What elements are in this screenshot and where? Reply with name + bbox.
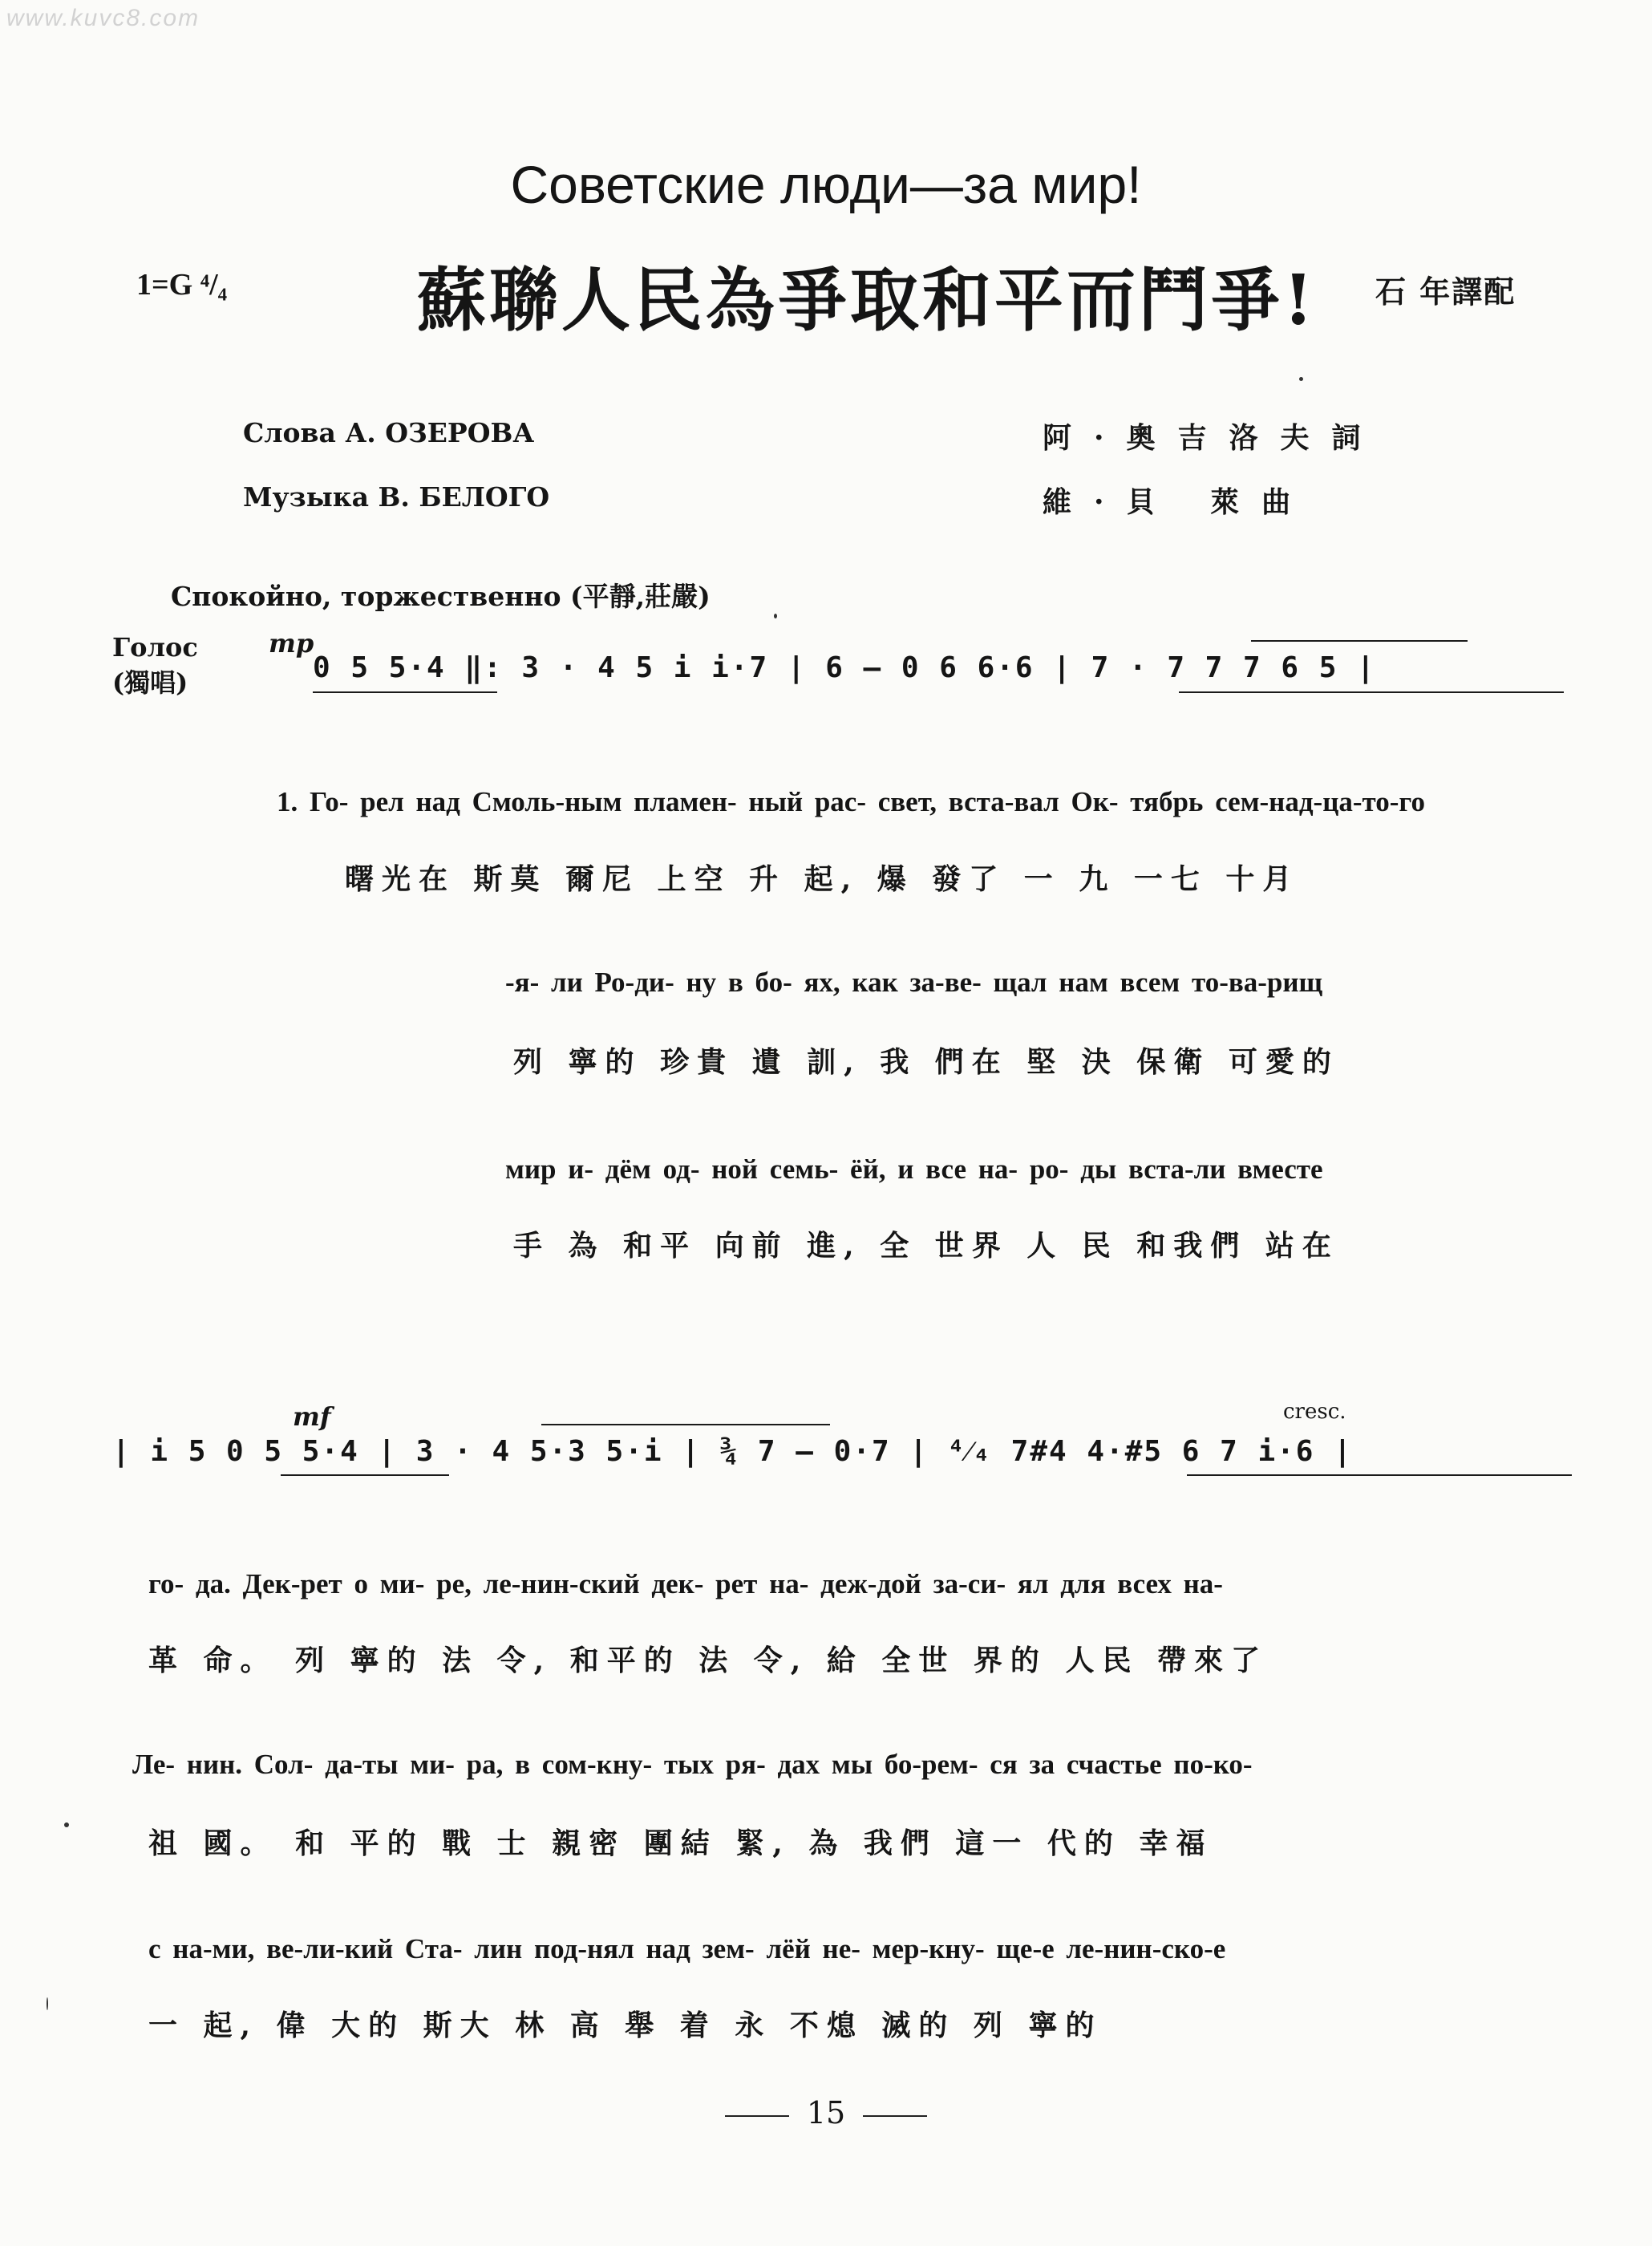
- verse-3-zh: 手 為 和平 向前 進, 全 世界 人 民 和我們 站在: [513, 1229, 1339, 1263]
- translator-credit: 石 年譯配: [1375, 274, 1516, 310]
- voice-label-zh: (獨唱): [112, 667, 188, 698]
- watermark: www.kuvc8.com: [6, 5, 200, 31]
- beam-line: [1179, 691, 1564, 693]
- tie-line: [1251, 640, 1468, 642]
- verse-1-zh: 曙光在 斯莫 爾尼 上空 升 起, 爆 發了 一 九 一七 十月: [345, 862, 1300, 896]
- composer-credit-ru: Музыка В. БЕЛОГО: [243, 481, 550, 513]
- scan-speck: [47, 1997, 48, 2010]
- page-number-text: 15: [806, 2095, 846, 2130]
- verse-2-zh: 列 寧的 珍貴 遺 訓, 我 們在 堅 決 保衛 可愛的: [513, 1045, 1339, 1079]
- page-rule-right: [863, 2115, 927, 2117]
- beam-line: [1187, 1474, 1572, 1476]
- scan-speck: [774, 614, 777, 618]
- dynamic-cresc: cresc.: [1283, 1400, 1346, 1424]
- composer-credit-zh: 維·貝 萊曲: [1043, 485, 1314, 519]
- lyricist-credit-ru: Слова А. ОЗЕРОВА: [243, 417, 535, 448]
- tie-line: [541, 1424, 830, 1425]
- page-number: [0, 2095, 1652, 2130]
- verse-3-ru-cont: с на-ми, ве-ли-кий Ста- лин под-нял над зем- лёй не- мер-кну- ще-е ле-нин-ско-е: [148, 1933, 1226, 1964]
- verse-1-zh-cont: 革 命。 列 寧的 法 令, 和平的 法 令, 給 全世 界的 人民 帶來了: [148, 1644, 1268, 1677]
- key-signature: 1=G ⁴/₄: [136, 268, 228, 302]
- beam-line: [281, 1474, 449, 1476]
- voice-label-ru: Голос: [112, 632, 198, 663]
- beam-line: [313, 691, 497, 693]
- verse-2-zh-cont: 祖 國。 和 平的 戰 士 親密 團結 緊, 為 我們 這一 代的 幸福: [148, 1826, 1213, 1860]
- verse-3-zh-cont: 一 起, 偉 大的 斯大 林 高 舉 着 永 不熄 滅的 列 寧的: [148, 2009, 1103, 2042]
- notation-system-1: 0 5 5·4 ‖: 3 · 4 5 i i·7 | 6 — 0 6 6·6 | 7 · 7 7 7 6 5 |: [313, 651, 1376, 684]
- verse-3-ru: мир и- дём од- ной семь- ёй, и все на- ро- ды вста-ли вместе: [505, 1153, 1323, 1185]
- verse-2-ru: -я- ли Ро-ди- ну в бо- ях, как за-ве- щал нам всем то-ва-рищ: [505, 967, 1323, 998]
- title-chinese: 蘇聯人民為爭取和平而鬥爭!: [417, 260, 1317, 341]
- dynamic-mp: mp: [269, 628, 314, 659]
- scan-speck: [1299, 377, 1303, 381]
- scan-speck: [64, 1822, 69, 1827]
- voice-label: [112, 630, 198, 700]
- verse-1-ru: 1. Го- рел над Смоль-ным пламен- ный рас- свет, вста-вал Ок- тябрь сем-над-ца-то-го: [277, 786, 1425, 817]
- page-rule-left: [725, 2115, 789, 2117]
- verse-2-ru-cont: Ле- нин. Сол- да-ты ми- ра, в сом-кну- тых ря- дах мы бо-рем- ся за счастье по-ко-: [132, 1749, 1253, 1780]
- lyricist-credit-zh: 阿·奧吉洛夫詞: [1043, 421, 1383, 455]
- tempo-marking: Спокойно, торжественно (平靜,莊嚴): [171, 581, 711, 612]
- verse-1-ru-cont: го- да. Дек-рет о ми- ре, ле-нин-ский дек- рет на- деж-дой за-си- ял для всех на-: [148, 1568, 1223, 1599]
- title-russian: Советские люди—за мир!: [510, 155, 1142, 214]
- notation-system-2: | i 5 0 5 5·4 | 3 · 4 5·3 5·i | ¾ 7 — 0·7 | ⁴⁄₄ 7#4 4·#5 6 7 i·6 |: [112, 1435, 1353, 1468]
- dynamic-mf: mf: [293, 1401, 331, 1432]
